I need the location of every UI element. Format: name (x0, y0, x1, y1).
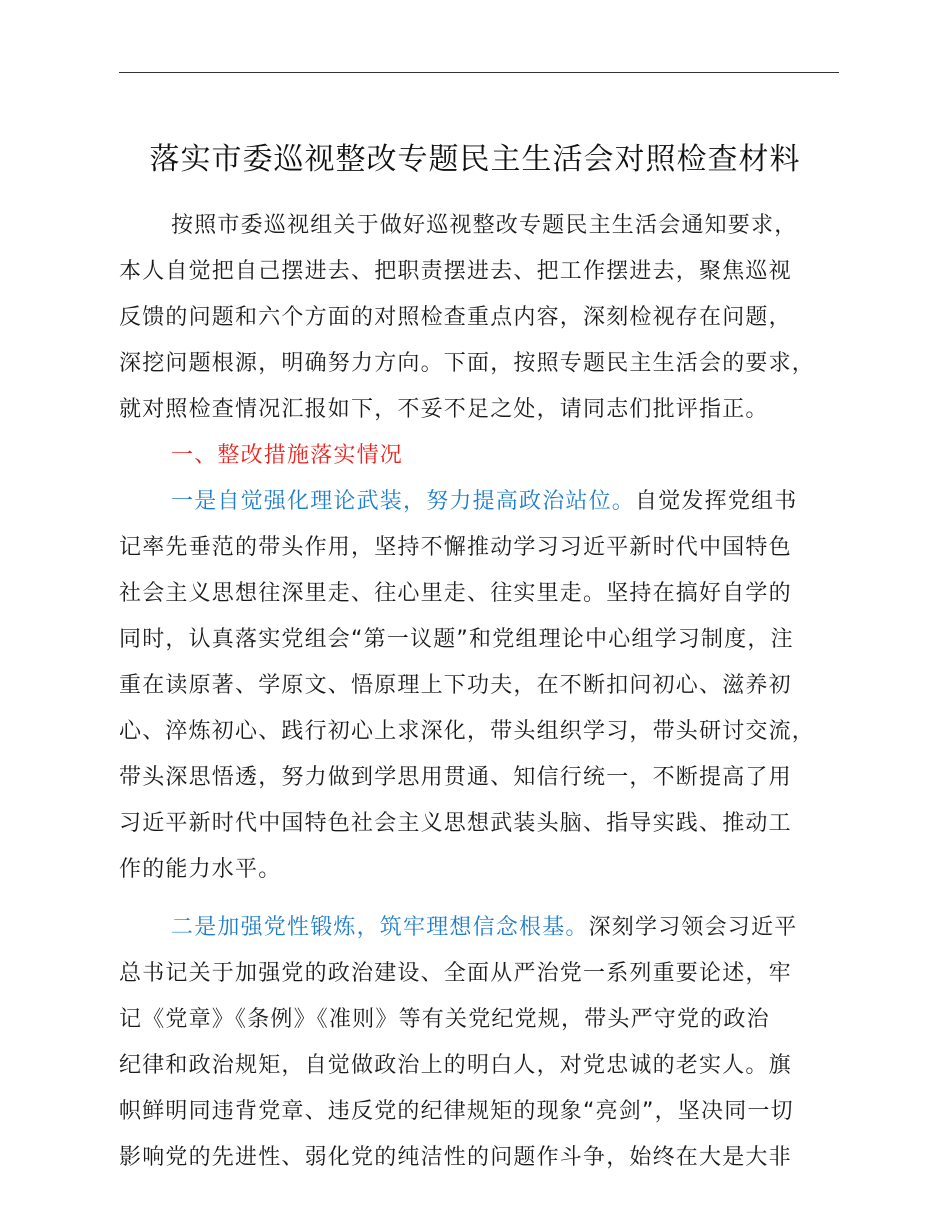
document-body (119, 203, 849, 1181)
paragraph-text: 自觉发挥党组书 (635, 489, 798, 514)
paragraph-line: 重在读原著、学原文、悟原理上下功夫，在不断扣问初心、滋养初 (119, 673, 792, 698)
paragraph-line: 总书记关于加强党的政治建设、全面从严治党一系列重要论述，牢 (119, 961, 792, 986)
intro-line: 按照市委巡视组关于做好巡视整改专题民主生活会通知要求， (171, 213, 798, 238)
intro-line: 反馈的问题和六个方面的对照检查重点内容，深刻检视存在问题， (119, 305, 792, 330)
document-title: 落实市委巡视整改专题民主生活会对照检查材料 (149, 142, 801, 177)
paragraph-line: 记率先垂范的带头作用，坚持不懈推动学习习近平新时代中国特色 (119, 535, 792, 560)
paragraph-line: 社会主义思想往深里走、往心里走、往实里走。坚持在搞好自学的 (119, 581, 792, 606)
paragraph-line: 作的能力水平。 (119, 857, 282, 882)
intro-line: 本人自觉把自己摆进去、把职责摆进去、把工作摆进去，聚焦巡视 (119, 259, 792, 284)
intro-line: 就对照检查情况汇报如下，不妥不足之处，请同志们批评指正。 (119, 397, 769, 422)
paragraph-line: 习近平新时代中国特色社会主义思想武装头脑、指导实践、推动工 (119, 811, 792, 836)
paragraph-line: 帜鲜明同违背党章、违反党的纪律规矩的现象“亮剑”，坚决同一切 (119, 1099, 794, 1124)
paragraph-lead: 二是加强党性锻炼，筑牢理想信念根基。 (171, 915, 589, 940)
paragraph-text: 深刻学习领会习近平 (588, 915, 798, 940)
paragraph-lead: 一是自觉强化理论武装，努力提高政治站位。 (171, 489, 636, 514)
paragraph-first-line (119, 905, 849, 951)
intro-line: 深挖问题根源，明确努力方向。下面，按照专题民主生活会的要求， (119, 351, 816, 376)
paragraph-line: 纪律和政治规矩，自觉做政治上的明白人，对党忠诚的老实人。旗 (119, 1053, 792, 1078)
section-heading: 一、整改措施落实情况 (171, 443, 404, 468)
paragraph-line: 记《党章》《条例》《准则》等有关党纪党规，带头严守党的政治 (119, 1007, 770, 1032)
paragraph-line: 同时，认真落实党组会“第一议题”和党组理论中心组学习制度，注 (119, 627, 794, 652)
paragraph-first-line (119, 479, 849, 525)
paragraph-line: 带头深思悟透，努力做到学思用贯通、知信行统一，不断提高了用 (119, 765, 792, 790)
paragraph-line: 影响党的先进性、弱化党的纯洁性的问题作斗争，始终在大是大非 (119, 1145, 792, 1170)
header-rule (119, 72, 839, 73)
paragraph-gap (119, 893, 849, 905)
paragraph-line: 心、淬炼初心、践行初心上求深化，带头组织学习，带头研讨交流， (119, 719, 816, 744)
